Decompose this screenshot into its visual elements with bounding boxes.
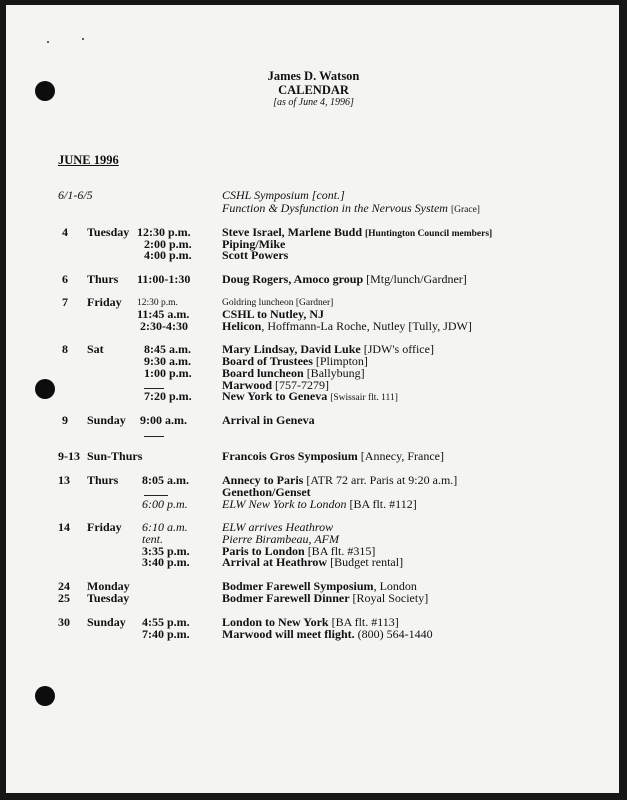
- entry-event: Paris to London [BA flt. #315]: [222, 544, 376, 558]
- entry-time: 3:40 p.m.: [142, 555, 190, 569]
- entry-date: 9-13: [58, 449, 80, 463]
- entry-time: 11:45 a.m.: [137, 307, 190, 321]
- entry-day: Thurs: [87, 473, 119, 487]
- entry-event: Bodmer Farewell Dinner [Royal Society]: [222, 591, 429, 605]
- entry-time: 6:00 p.m.: [142, 497, 188, 511]
- entry-event: Piping/Mike: [222, 237, 286, 251]
- entry-day: Sunday: [87, 615, 126, 629]
- entry-event: Arrival in Geneva: [222, 413, 315, 427]
- entry-event: Scott Powers: [222, 248, 289, 262]
- entry-time: 7:20 p.m.: [144, 389, 192, 403]
- entry-event: Bodmer Farewell Symposium, London: [222, 579, 417, 593]
- entry-event: Arrival at Heathrow [Budget rental]: [222, 555, 404, 569]
- entry-event: Board of Trustees [Plimpton]: [222, 354, 368, 368]
- entry-event: Marwood will meet flight. (800) 564-1440: [222, 627, 433, 641]
- entry-date: 24: [58, 579, 70, 593]
- entry-date: 4: [62, 225, 68, 239]
- entry-date: 7: [62, 295, 68, 309]
- entry-day: Monday: [87, 579, 130, 593]
- entry-date: 13: [58, 473, 70, 487]
- entry-time: 7:40 p.m.: [142, 627, 190, 641]
- entry-event: Steve Israel, Marlene Budd [Huntington Council members]: [222, 225, 493, 239]
- entry-time: tent.: [142, 532, 163, 546]
- entry-date: 6: [62, 272, 68, 286]
- page-title: CALENDAR: [278, 83, 349, 97]
- blank-time-line: [144, 436, 164, 437]
- entry-event: Genethon/Genset: [222, 485, 311, 499]
- entry-date: 30: [58, 615, 70, 629]
- entry-event: London to New York [BA flt. #113]: [222, 615, 399, 629]
- punch-hole-middle: [35, 379, 55, 399]
- entry-day: Friday: [87, 520, 122, 534]
- entry-event: CSHL to Nutley, NJ: [222, 307, 325, 321]
- entry-event: Goldring luncheon [Gardner]: [222, 298, 334, 308]
- entry-time: 11:00-1:30: [137, 272, 191, 286]
- entry-day: Sat: [87, 342, 104, 356]
- entry-date: 6/1-6/5: [58, 188, 93, 202]
- entry-time: 2:00 p.m.: [144, 237, 192, 251]
- entry-time: 8:45 a.m.: [144, 342, 191, 356]
- entry-event: Mary Lindsay, David Luke [JDW's office]: [222, 342, 434, 356]
- entry-event: Pierre Birambeau, AFM: [222, 532, 339, 546]
- entry-event: Helicon, Hoffmann-La Roche, Nutley [Tully, JDW]: [222, 319, 472, 333]
- entry-date: 14: [58, 520, 70, 534]
- entry-time: 4:55 p.m.: [142, 615, 190, 629]
- entry-event: Francois Gros Symposium [Annecy, France]: [222, 449, 444, 463]
- entry-day: Sunday: [87, 413, 126, 427]
- entry-event: Board luncheon [Ballybung]: [222, 366, 365, 380]
- entry-day: Tuesday: [87, 225, 130, 239]
- month-heading: JUNE 1996: [58, 153, 119, 167]
- entry-time: 4:00 p.m.: [144, 248, 192, 262]
- entry-event: New York to Geneva [Swissair flt. 111]: [222, 389, 398, 403]
- entry-date: 9: [62, 413, 68, 427]
- paper-speck: [47, 41, 49, 43]
- entry-day: Friday: [87, 295, 122, 309]
- entry-time: 2:30-4:30: [140, 319, 188, 333]
- entry-day: Sun-Thurs: [87, 449, 143, 463]
- entry-time: 1:00 p.m.: [144, 366, 192, 380]
- entry-time: 9:00 a.m.: [140, 413, 187, 427]
- entry-event: Function & Dysfunction in the Nervous System [Grace]: [222, 201, 480, 215]
- entry-event: Doug Rogers, Amoco group [Mtg/lunch/Gardner]: [222, 272, 467, 286]
- punch-hole-bottom: [35, 686, 55, 706]
- entry-time: 8:05 a.m.: [142, 473, 189, 487]
- calendar-owner: James D. Watson: [267, 69, 360, 83]
- blank-time-line: [144, 495, 168, 496]
- entry-event: ELW New York to London [BA flt. #112]: [222, 497, 417, 511]
- entry-date: 25: [58, 591, 70, 605]
- entry-event: Annecy to Paris [ATR 72 arr. Paris at 9:20 a.m.]: [222, 473, 458, 487]
- entry-time: 6:10 a.m.: [142, 520, 188, 534]
- entry-event: ELW arrives Heathrow: [222, 520, 334, 534]
- entry-time: 3:35 p.m.: [142, 544, 190, 558]
- entry-date: 8: [62, 342, 68, 356]
- entry-time: 9:30 a.m.: [144, 354, 191, 368]
- entry-day: Tuesday: [87, 591, 130, 605]
- entry-event: CSHL Symposium [cont.]: [222, 188, 345, 202]
- entry-day: Thurs: [87, 272, 119, 286]
- entry-time: 12:30 p.m.: [137, 298, 178, 308]
- entry-time: 12:30 p.m.: [137, 225, 191, 239]
- entry-event: Marwood [757-7279]: [222, 378, 329, 392]
- paper-speck: [82, 38, 84, 40]
- as-of-date: [as of June 4, 1996]: [273, 97, 354, 108]
